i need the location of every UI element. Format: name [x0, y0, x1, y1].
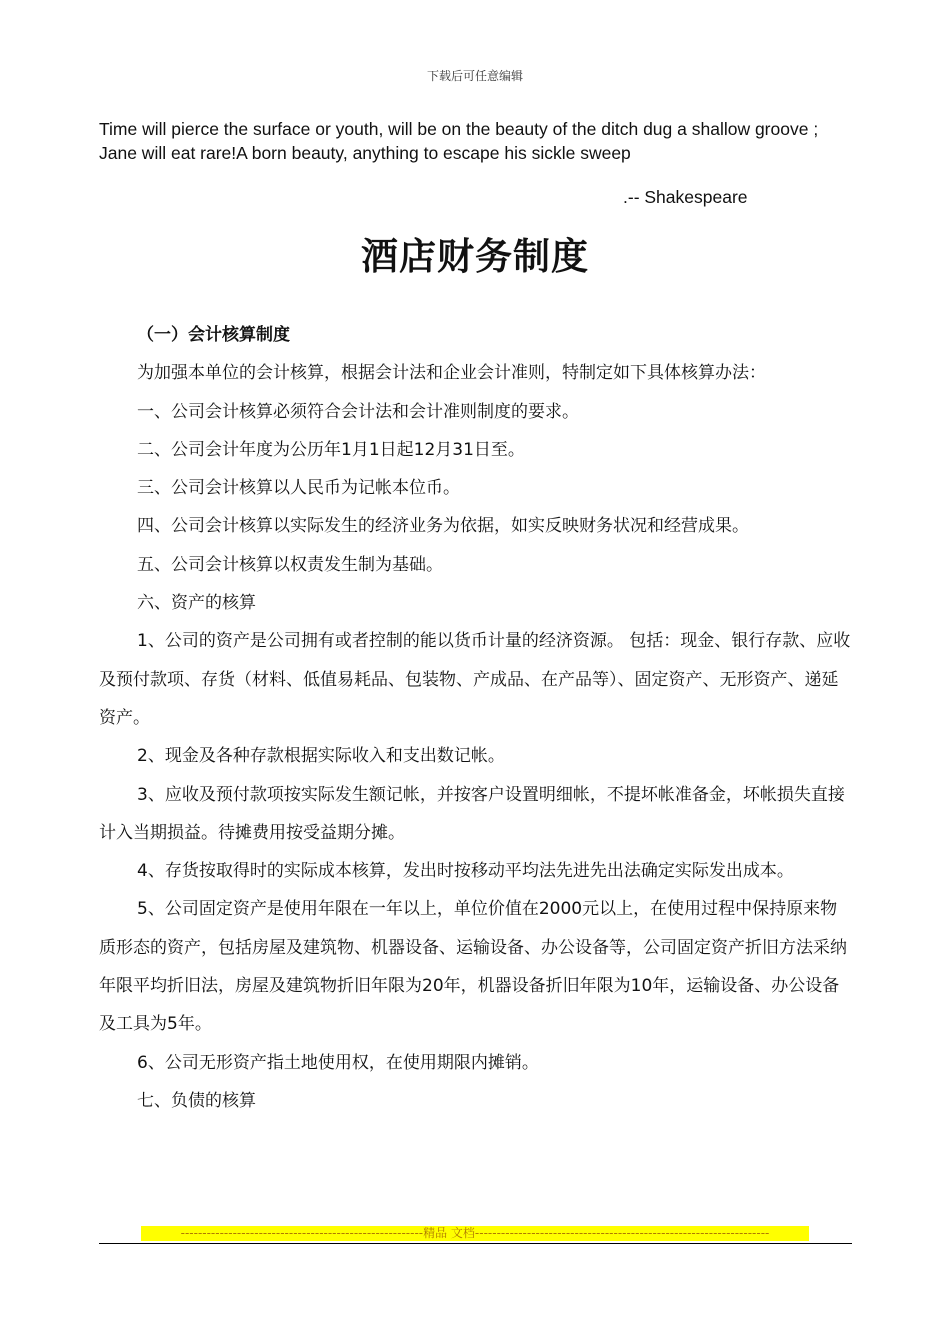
paragraph: 七、负债的核算: [137, 1090, 256, 1111]
paragraph: 一、公司会计核算必须符合会计法和会计准则制度的要求。: [137, 401, 579, 422]
paragraph: 三、公司会计核算以人民币为记帐本位币。: [137, 478, 460, 499]
paragraph: 六、资产的核算: [137, 593, 256, 614]
paragraph: 1、公司的资产是公司拥有或者控制的能以货币计量的经济资源。 包括：现金、银行存款、应收及预付款项、存货（材料、低值易耗品、包装物、产成品、在产品等）、固定资产、无形资产、递延资产。: [99, 631, 851, 728]
paragraph: 二、公司会计年度为公历年1月1日起12月31日至。: [137, 439, 525, 460]
footer-banner: --------------------------------------------------------精品 文档--------------------------------------------------------------------: [141, 1226, 809, 1241]
paragraph: 4、存货按取得时的实际成本核算，发出时按移动平均法先进先出法确定实际发出成本。: [137, 861, 794, 882]
header-note: 下载后可任意编辑: [426, 69, 523, 83]
paragraph: 五、公司会计核算以权责发生制为基础。: [137, 554, 443, 575]
epigraph-author: .-- Shakespeare: [623, 187, 748, 207]
epigraph-quote: Time will pierce the surface or youth, will be on the beauty of the ditch dug a shallow groove ; Jane will eat rare!A born beauty, anything to escape his sickle sweep: [99, 119, 819, 163]
footer-divider: [99, 1243, 852, 1244]
section-heading: （一）会计核算制度: [137, 325, 290, 345]
paragraph: 为加强本单位的会计核算，根据会计法和企业会计准则，特制定如下具体核算办法：: [137, 363, 766, 384]
document-title: 酒店财务制度: [361, 235, 589, 278]
paragraph: 四、公司会计核算以实际发生的经济业务为依据，如实反映财务状况和经营成果。: [137, 516, 749, 537]
paragraph: 6、公司无形资产指土地使用权，在使用期限内摊销。: [137, 1052, 539, 1073]
document-body: [99, 316, 851, 1120]
paragraph: 2、现金及各种存款根据实际收入和支出数记帐。: [137, 746, 505, 767]
paragraph: 3、应收及预付款项按实际发生额记帐，并按客户设置明细帐，不提坏帐准备金，坏帐损失直接计入当期损益。待摊费用按受益期分摊。: [99, 784, 845, 843]
paragraph: 5、公司固定资产是使用年限在一年以上，单位价值在2000元以上，在使用过程中保持原来物质形态的资产，包括房屋及建筑物、机器设备、运输设备、办公设备等，公司固定资产折旧方法采纳年限平均折旧法，房屋及建筑物折旧年限为20年，机器设备折旧年限为10年，运输设备、办公设备及工具为5年。: [99, 899, 847, 1035]
